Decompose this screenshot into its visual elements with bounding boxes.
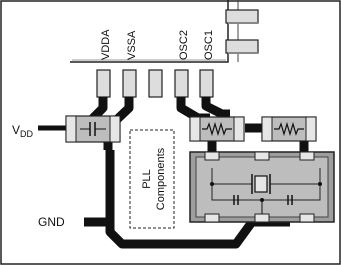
pin-osc2 — [175, 70, 188, 97]
pll-components-label: Components — [155, 147, 167, 211]
label-vssa: VSSA — [126, 30, 138, 60]
resistor-osc2 — [190, 117, 244, 141]
vdd-label: $V_{DD}$ — [12, 123, 34, 139]
decoupling-capacitor — [66, 116, 120, 142]
pin-vdda — [97, 70, 110, 97]
pin-osc1 — [200, 70, 213, 97]
crystal-assembly — [190, 152, 334, 222]
gnd-label: GND — [38, 215, 65, 229]
label-vdda: VDDA — [100, 29, 112, 60]
label-osc2: OSC2 — [178, 30, 190, 60]
resistor-osc1 — [262, 117, 316, 141]
label-osc1: OSC1 — [203, 30, 215, 60]
pin-vssa — [123, 70, 136, 97]
pin-nc — [149, 70, 162, 97]
crystal-symbol — [255, 176, 267, 192]
pll-label: PLL — [141, 169, 153, 189]
